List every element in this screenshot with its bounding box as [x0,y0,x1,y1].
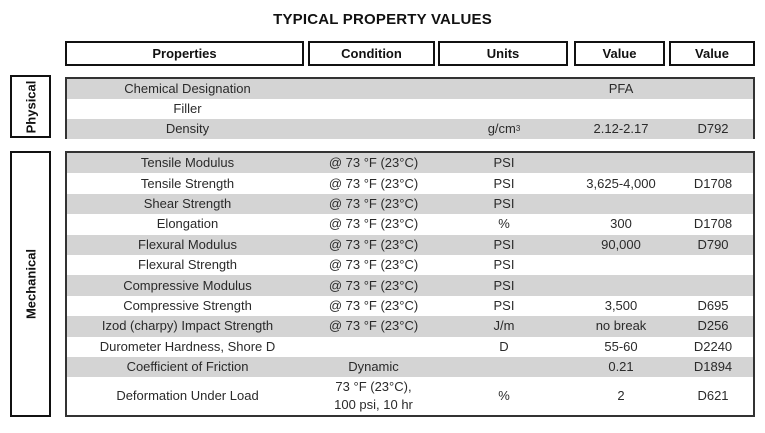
value-cell: 2.12-2.17 [593,121,649,136]
condition-cell: @ 73 °F (23°C) [328,257,419,273]
property-cell: Flexural Strength [138,257,237,273]
table-row [67,79,753,99]
units-cell [439,357,569,377]
property-cell: Density [165,121,210,136]
property-cell: Compressive Strength [123,297,252,313]
condition-cell [310,337,437,357]
condition-cell [310,377,437,415]
section-label-mechanical-text: Mechanical [23,248,38,320]
units-cell: D [499,338,509,354]
table-row [67,255,753,275]
property-cell: Tensile Modulus [140,155,235,171]
section-label-mechanical [10,151,51,417]
table-row [67,357,753,377]
value-cell: 2 [617,388,625,404]
property-cell: Compressive Modulus [123,277,252,293]
standard-cell: D2240 [693,338,733,354]
table-row [67,173,753,193]
property-cell: Filler [173,101,202,116]
standard-cell [673,153,753,173]
standard-cell: D1708 [693,175,733,191]
value-cell: 0.21 [608,359,634,375]
page-title: TYPICAL PROPERTY VALUES [273,11,492,28]
table-row [67,337,753,357]
units-cell: PSI [493,236,515,252]
property-cell: Tensile Strength [140,175,235,191]
condition-cell [310,79,437,99]
standard-cell: D1894 [693,359,733,375]
property-cell: Chemical Designation [124,81,251,96]
header-properties: Properties [65,41,304,66]
units-cell: PSI [493,155,515,171]
condition-cell: @ 73 °F (23°C) [328,195,419,211]
value-cell: 55-60 [604,338,638,354]
standard-cell: D256 [697,318,729,334]
units-cell: g/cm 3 [487,121,521,136]
table-row [67,99,753,119]
standard-cell [673,194,753,214]
table-row [67,235,753,255]
value-cell [571,255,671,275]
condition-cell [310,99,437,119]
value-cell: PFA [608,81,634,96]
property-cell: Deformation Under Load [116,388,259,404]
table-row [67,316,753,336]
value-cell [571,99,671,119]
units-cell: PSI [493,175,515,191]
header-condition: Condition [308,41,435,66]
standard-cell: D695 [697,297,729,313]
condition-cell: @ 73 °F (23°C) [328,318,419,334]
physical-properties-block [65,77,755,139]
condition-cell: @ 73 °F (23°C) [328,236,419,252]
units-cell: PSI [493,195,515,211]
standard-cell: D792 [697,121,729,136]
value-cell: 3,500 [604,297,638,313]
condition-line-2: 100 psi, 10 hr [334,397,413,413]
value-cell [571,153,671,173]
condition-cell: @ 73 °F (23°C) [328,297,419,313]
units-cell [439,79,569,99]
header-value-2: Value [669,41,755,66]
condition-cell: @ 73 °F (23°C) [328,216,419,232]
mechanical-properties-block [65,151,755,417]
units-cell: PSI [493,277,515,293]
property-cell: Coefficient of Friction [126,359,249,375]
units-text: g/cm [487,121,516,136]
property-cell: Durometer Hardness, Shore D [99,338,276,354]
units-cell: PSI [493,257,515,273]
units-cell: J/m [493,318,515,334]
standard-cell [673,99,753,119]
value-cell [571,194,671,214]
value-cell: 300 [610,216,632,232]
table-row [67,194,753,214]
value-cell: no break [595,318,647,334]
property-cell: Elongation [156,216,219,232]
standard-cell [673,275,753,295]
units-cell: % [498,388,510,404]
units-cell: % [498,216,510,232]
condition-cell [310,119,437,139]
standard-cell [673,255,753,275]
table-row [67,275,753,295]
table-row [67,296,753,316]
property-cell: Flexural Modulus [138,236,237,252]
table-row [67,214,753,234]
property-cell: Shear Strength [143,195,232,211]
condition-cell: @ 73 °F (23°C) [328,277,419,293]
standard-cell [673,79,753,99]
table-row [67,377,753,415]
value-cell: 3,625-4,000 [586,175,656,191]
standard-cell: D790 [697,236,729,252]
value-cell: 90,000 [601,236,641,252]
units-cell: PSI [493,297,515,313]
header-units: Units [438,41,568,66]
condition-cell: @ 73 °F (23°C) [328,155,419,171]
condition-line-1: 73 °F (23°C), [335,379,412,395]
condition-cell: @ 73 °F (23°C) [328,175,419,191]
table-row [67,153,753,173]
standard-cell: D621 [697,388,729,404]
property-cell: Izod (charpy) Impact Strength [101,318,274,334]
units-cell [439,99,569,119]
value-cell [571,275,671,295]
standard-cell: D1708 [693,216,733,232]
condition-cell: Dynamic [348,359,399,375]
section-label-physical [10,75,51,138]
header-value: Value [574,41,665,66]
table-row [67,119,753,139]
section-label-physical-text: Physical [23,80,38,133]
